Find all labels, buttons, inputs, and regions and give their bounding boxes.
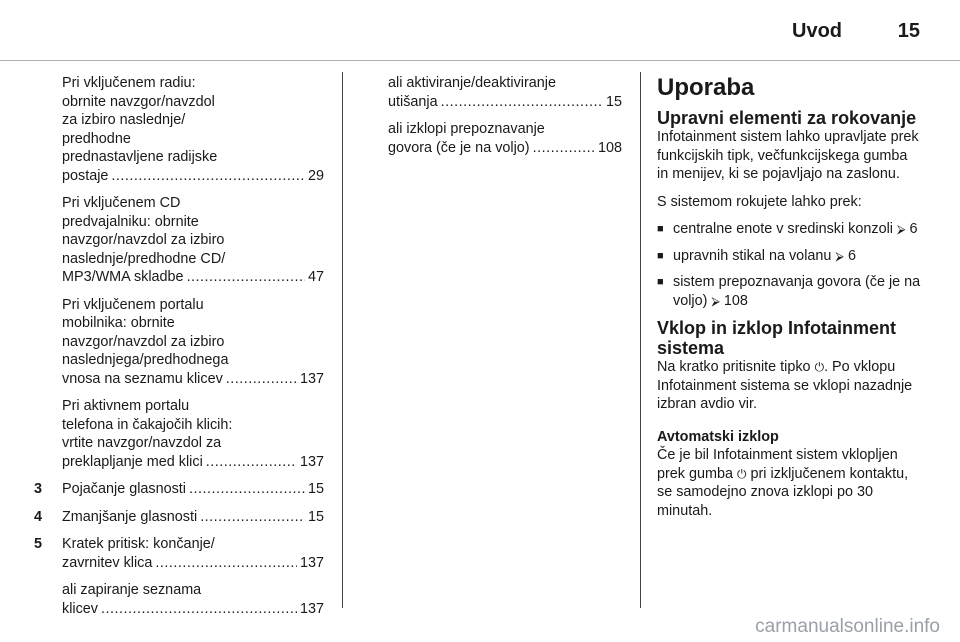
entry-last-line: [62, 508, 324, 527]
entry-last-line: [62, 453, 324, 472]
dot-leader: [441, 93, 603, 112]
index-entry: [34, 508, 324, 527]
entry-line: Kratek pritisk: končanje/: [62, 536, 215, 552]
entry-last-line: [62, 554, 324, 573]
entry-line: Pri aktivnem portalu: [62, 398, 190, 414]
page-header: [0, 0, 960, 60]
index-entry: [62, 397, 324, 471]
index-entry: [388, 120, 622, 157]
entry-last-line: [388, 139, 622, 158]
entry-line: predvajalniku: obrnite: [62, 213, 199, 230]
entry-line: telefona in čakajočih klicih:: [62, 416, 233, 433]
power-icon: ⏻: [737, 466, 747, 481]
entry-last-line: [62, 370, 324, 389]
page-title: Uvod: [792, 20, 842, 42]
content-column: [657, 74, 921, 529]
paragraph-controls-list-intro: S sistemom rokujete lahko prek:: [657, 193, 862, 210]
column-divider-2: [640, 72, 641, 608]
entry-line: ali aktiviranje/deaktiviranje: [388, 75, 556, 91]
dot-leader: [200, 508, 305, 527]
page-ref-link[interactable]: 15: [307, 481, 324, 497]
entry-text: Zmanjšanje glasnosti: [62, 508, 198, 525]
index-column-2: [388, 74, 622, 166]
entry-number: 4: [34, 508, 43, 525]
page-ref-link[interactable]: 29: [307, 167, 324, 184]
reference-arrow-icon: ⮚: [711, 293, 720, 308]
dot-leader: [533, 139, 595, 158]
list-item: ■ upravnih stikal na volanu ⮚ 6: [657, 247, 921, 266]
entry-line: ali zapiranje seznama: [62, 582, 202, 598]
entry-line: Pri vključenem CD: [62, 195, 181, 211]
list-item: ■ centralne enote v sredinski konzoli ⮚ 6: [657, 220, 921, 239]
page-ref-link[interactable]: 6: [847, 247, 856, 264]
entry-last-line: [62, 268, 324, 287]
reference-arrow-icon: ⮚: [896, 222, 906, 236]
power-icon: ⏻: [814, 360, 825, 374]
entry-number: 5: [34, 536, 43, 552]
dot-leader: [101, 600, 297, 619]
entry-text: Pojačanje glasnosti: [62, 481, 186, 497]
page-ref-link[interactable]: 15: [307, 508, 324, 525]
section-title: Uporaba: [657, 74, 755, 101]
reference-arrow-icon: ⮚: [835, 248, 844, 263]
heading-controls: Upravni elementi za rokovanje: [657, 108, 917, 128]
entry-text: vnosa na seznamu klicev: [62, 370, 223, 387]
page-ref-link[interactable]: 47: [307, 269, 324, 285]
entry-text: MP3/WMA skladbe: [62, 269, 184, 285]
page-ref-link[interactable]: 108: [597, 139, 622, 156]
entry-line: naslednje/predhodne CD/: [62, 250, 226, 267]
entry-text: utišanja: [388, 93, 438, 110]
entry-line: predhodne: [62, 130, 131, 147]
entry-line: za izbiro naslednje/: [62, 112, 186, 128]
entry-text: govora (če je na voljo): [388, 139, 530, 156]
index-entry: [62, 74, 324, 185]
page-number: 15: [897, 20, 920, 42]
entry-line: prednastavljene radijske: [62, 149, 218, 165]
entry-last-line: [62, 480, 324, 499]
entry-line: ali izklopi prepoznavanje: [388, 121, 545, 137]
entry-line: obrnite navzgor/navzdol: [62, 93, 215, 110]
entry-text: postaje: [62, 167, 109, 184]
entry-line: naslednjega/predhodnega: [62, 352, 229, 368]
paragraph-power: Na kratko pritisnite tipko ⏻. Po vklopu Infotainment sistema se vklopi nazadnje izbran avdio vir.: [657, 359, 913, 412]
entry-number: 3: [34, 481, 43, 497]
dot-leader: [187, 268, 305, 287]
column-divider-1: [342, 72, 343, 608]
dot-leader: [189, 480, 305, 499]
dot-leader: [226, 370, 297, 389]
entry-text: klicev: [62, 600, 98, 617]
entry-last-line: [388, 93, 622, 112]
entry-last-line: [62, 167, 324, 186]
index-entry: [388, 74, 622, 111]
index-entry: [34, 535, 324, 572]
entry-line: Pri vključenem radiu:: [62, 75, 196, 91]
entry-line: navzgor/navzdol za izbiro: [62, 333, 225, 350]
heading-auto-off: Avtomatski izklop: [657, 428, 779, 445]
dot-leader: [111, 167, 305, 186]
entry-line: mobilnika: obrnite: [62, 315, 175, 331]
entry-text: preklapljanje med klici: [62, 453, 203, 470]
header-divider: [0, 60, 960, 61]
watermark: carmanualsonline.info: [755, 616, 940, 637]
entry-text: zavrnitev klica: [62, 554, 153, 571]
page-ref-link[interactable]: 108: [723, 292, 748, 309]
dot-leader: [206, 453, 297, 472]
page-ref-link[interactable]: 137: [299, 370, 324, 387]
index-entry: [62, 194, 324, 287]
entry-line: navzgor/navzdol za izbiro: [62, 232, 225, 248]
paragraph-controls-intro: Infotainment sistem lahko upravljate prek funkcijskih tipk, večfunkcijskega gumba in menijev, ki se pojavljajo na zaslonu.: [657, 129, 919, 182]
list-item: ■ sistem prepoznavanja govora (če je na voljo) ⮚ 108: [657, 273, 921, 310]
index-entry: [62, 581, 324, 618]
entry-line: Pri vključenem portalu: [62, 296, 204, 313]
index-entry: [62, 296, 324, 389]
page-ref-link[interactable]: 137: [299, 554, 324, 571]
page-ref-link[interactable]: 137: [299, 453, 324, 470]
entry-last-line: [62, 600, 324, 619]
index-column-1: [34, 74, 324, 627]
dot-leader: [155, 554, 297, 573]
heading-power: Vklop in izklop Infotainment sistema: [657, 318, 897, 358]
control-methods-list: [657, 220, 921, 310]
entry-line: vrtite navzgor/navzdol za: [62, 435, 222, 451]
page-ref-link[interactable]: 15: [605, 93, 622, 110]
page-ref-link[interactable]: 6: [909, 221, 918, 237]
index-entry: [34, 480, 324, 499]
page-ref-link[interactable]: 137: [299, 600, 324, 617]
paragraph-auto-off: Če je bil Infotainment sistem vklopljen prek gumba ⏻ pri izključenem kontaktu, se samodejno znova izklopi po 30 minutah.: [657, 447, 909, 519]
